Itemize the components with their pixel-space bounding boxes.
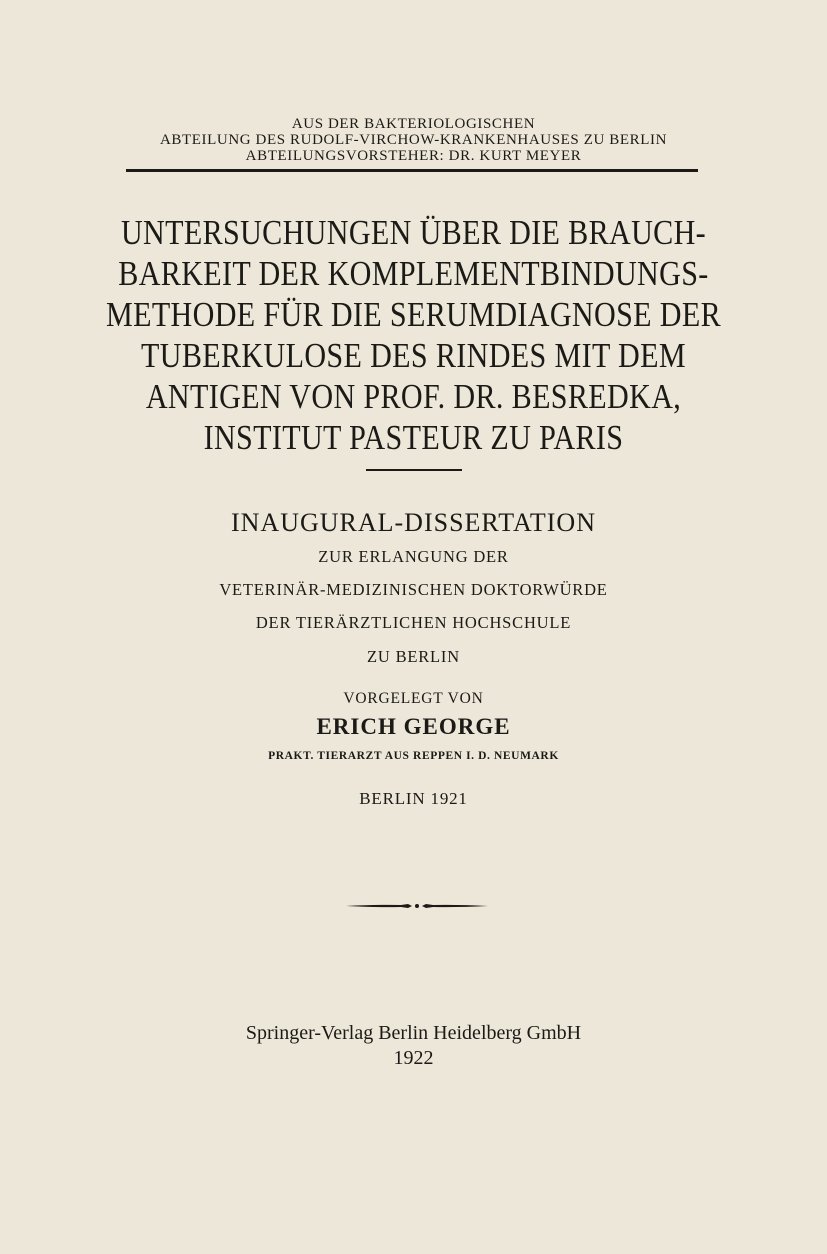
title-line-5: ANTIGEN VON PROF. DR. BESREDKA, [145, 377, 682, 416]
header-institution-line-2: ABTEILUNG DES RUDOLF-VIRCHOW-KRANKENHAUSES ZU BERLIN [159, 132, 668, 148]
dissertation-heading: INAUGURAL-DISSERTATION [230, 508, 596, 537]
header-director-line: ABTEILUNGSVORSTEHER: DR. KURT MEYER [245, 148, 582, 164]
title-line-1: UNTERSUCHUNGEN ÜBER DIE BRAUCH- [120, 213, 707, 252]
dissertation-line-3: DER TIERÄRZTLICHEN HOCHSCHULE [255, 613, 572, 632]
title-line-6: INSTITUT PASTEUR ZU PARIS [203, 418, 624, 457]
author-description: PRAKT. TIERARZT AUS REPPEN I. D. NEUMARK [268, 750, 559, 762]
author-name: ERICH GEORGE [316, 714, 511, 739]
title-line-4: TUBERKULOSE DES RINDES MIT DEM [141, 336, 686, 375]
header-rule [126, 169, 698, 172]
ornament-divider [346, 900, 488, 912]
publisher-name: Springer-Verlag Berlin Heidelberg GmbH [245, 1022, 582, 1044]
dissertation-line-1: ZUR ERLANGUNG DER [318, 547, 509, 566]
title-line-3: METHODE FÜR DIE SERUMDIAGNOSE DER [105, 295, 722, 334]
title-divider [366, 469, 462, 471]
title-line-2: BARKEIT DER KOMPLEMENTBINDUNGS- [118, 254, 709, 293]
dissertation-line-2: VETERINÄR-MEDIZINISCHEN DOKTORWÜRDE [219, 580, 608, 599]
header-institution-line-1: AUS DER BAKTERIOLOGISCHEN [291, 116, 536, 132]
dissertation-line-4: ZU BERLIN [367, 647, 460, 666]
publisher-year: 1922 [393, 1047, 434, 1069]
place-year: BERLIN 1921 [359, 789, 468, 808]
submitted-by: VORGELEGT VON [343, 690, 484, 707]
